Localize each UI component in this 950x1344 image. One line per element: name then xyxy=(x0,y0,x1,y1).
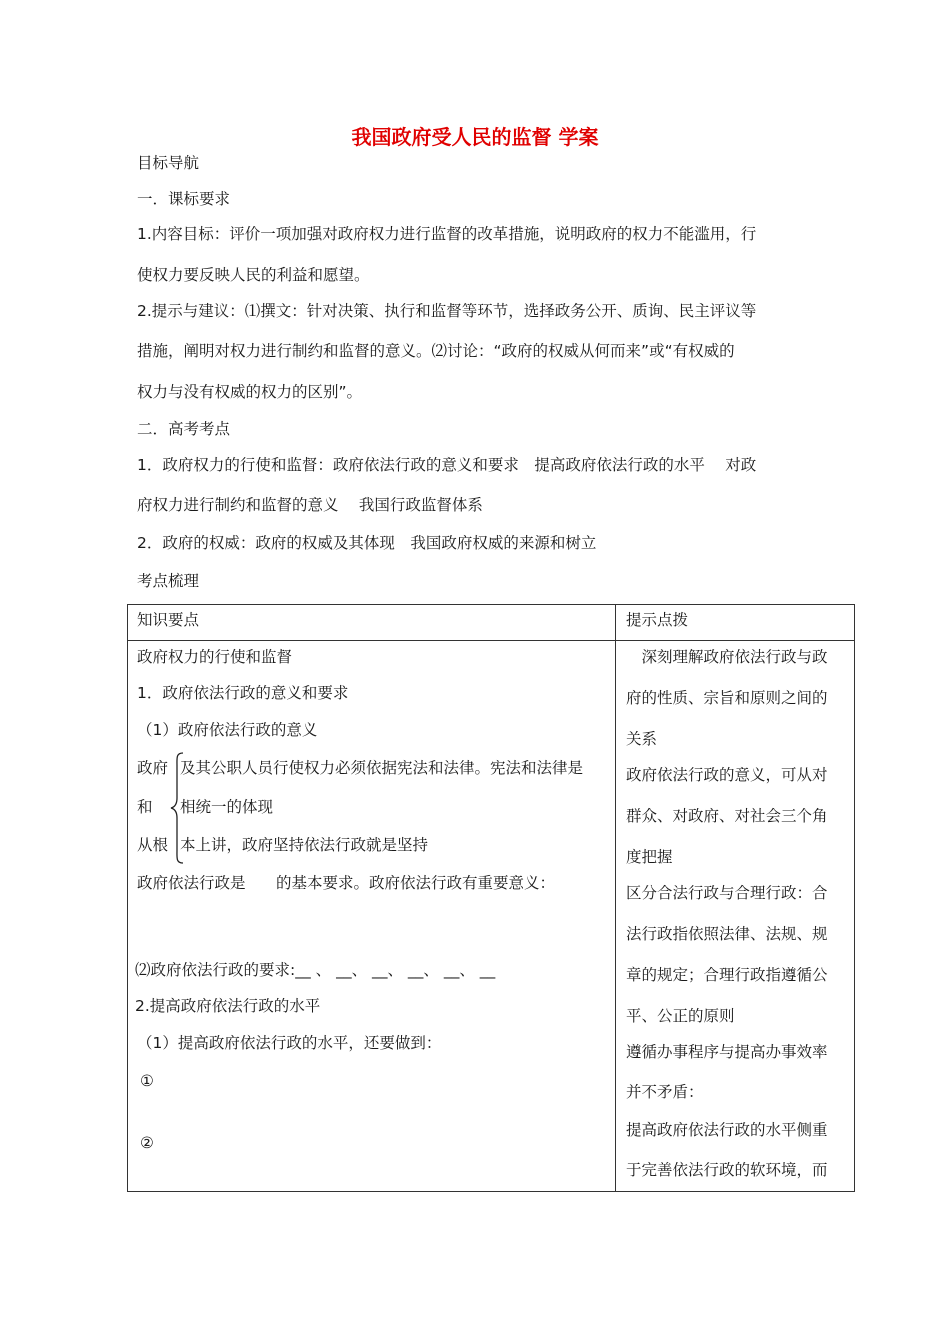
section-nav-heading: 目标导航 xyxy=(137,154,200,172)
left-text-3: （1）政府依法行政的意义 xyxy=(137,721,318,739)
right-text-7: 区分合法行政与合理行政：合 xyxy=(626,884,828,902)
right-text-4: 政府依法行政的意义，可从对 xyxy=(626,766,828,784)
left-text-7-rest: 的基本要求。政府依法行政有重要意义： xyxy=(276,874,556,892)
right-text-8: 法行政指依照法律、法规、规 xyxy=(626,925,828,943)
left-text-7-start: 政府依法行政是 xyxy=(137,874,246,892)
right-text-9: 章的规定；合理行政指遵循公 xyxy=(626,966,828,984)
left-text-1: 政府权力的行使和监督 xyxy=(137,648,293,666)
requirement-2-line-1: 2.提示与建议：⑴撰文：针对决策、执行和监督等环节，选择政务公开、质询、民主评议等 xyxy=(137,302,757,320)
right-text-2: 府的性质、宗旨和原则之间的 xyxy=(626,689,828,707)
left-text-11: ① xyxy=(140,1072,154,1090)
left-text-5-rest: 相统一的体现 xyxy=(180,798,274,816)
table-header-hints: 提示点拨 xyxy=(626,611,689,629)
table-header-divider xyxy=(127,640,855,641)
table-header-knowledge: 知识要点 xyxy=(137,611,200,629)
right-text-3: 关系 xyxy=(626,730,658,748)
right-text-14: 于完善依法行政的软环境，而 xyxy=(626,1161,828,1179)
left-text-12: ② xyxy=(140,1134,154,1152)
section-review-heading: 考点梳理 xyxy=(137,572,200,590)
right-text-5: 群众、对政府、对社会三个角 xyxy=(626,807,828,825)
left-text-4-start: 政府 xyxy=(137,759,169,777)
left-text-10: （1）提高政府依法行政的水平，还要做到： xyxy=(137,1034,442,1052)
section-2-heading: 二．高考考点 xyxy=(137,420,231,438)
left-text-6-rest: 本上讲，政府坚持依法行政就是坚持 xyxy=(180,836,429,854)
right-text-12: 并不矛盾： xyxy=(626,1083,704,1101)
left-text-4-rest: 及其公职人员行使权力必须依据宪法和法律。宪法和法律是 xyxy=(180,759,584,777)
exam-point-2-line-1: 2．政府的权威：政府的权威及其体现 我国政府权威的来源和树立 xyxy=(137,534,597,552)
page-title: 我国政府受人民的监督 学案 xyxy=(351,125,599,149)
table-column-divider xyxy=(615,604,616,1192)
right-text-10: 平、公正的原则 xyxy=(626,1007,735,1025)
left-text-2: 1．政府依法行政的意义和要求 xyxy=(137,684,349,702)
left-text-8: ⑵政府依法行政的要求:__ 、 __、 __、 __、 __、 __ xyxy=(135,961,496,979)
section-1-heading: 一．课标要求 xyxy=(137,190,231,208)
right-text-11: 遵循办事程序与提高办事效率 xyxy=(626,1043,828,1061)
right-text-13: 提高政府依法行政的水平侧重 xyxy=(626,1121,828,1139)
left-text-9: 2.提高政府依法行政的水平 xyxy=(135,997,321,1015)
requirement-2-line-3: 权力与没有权威的权力的区别”。 xyxy=(137,383,363,401)
requirement-1-line-1: 1.内容目标：评价一项加强对政府权力进行监督的改革措施，说明政府的权力不能滥用，行 xyxy=(137,225,757,243)
exam-point-1-line-2: 府权力进行制约和监督的意义 我国行政监督体系 xyxy=(137,496,483,514)
left-text-6-start: 从根 xyxy=(137,836,169,854)
right-text-1: 深刻理解政府依法行政与政 xyxy=(626,648,828,666)
exam-point-1-line-1: 1．政府权力的行使和监督：政府依法行政的意义和要求 提高政府依法行政的水平 对政 xyxy=(137,456,757,474)
requirement-1-line-2: 使权力要反映人民的利益和愿望。 xyxy=(137,266,370,284)
curly-brace-icon xyxy=(170,752,184,864)
left-text-5-start: 和 xyxy=(137,798,153,816)
requirement-2-line-2: 措施，阐明对权力进行制约和监督的意义。⑵讨论：“政府的权威从何而来”或“有权威的 xyxy=(137,342,735,360)
right-text-6: 度把握 xyxy=(626,848,673,866)
